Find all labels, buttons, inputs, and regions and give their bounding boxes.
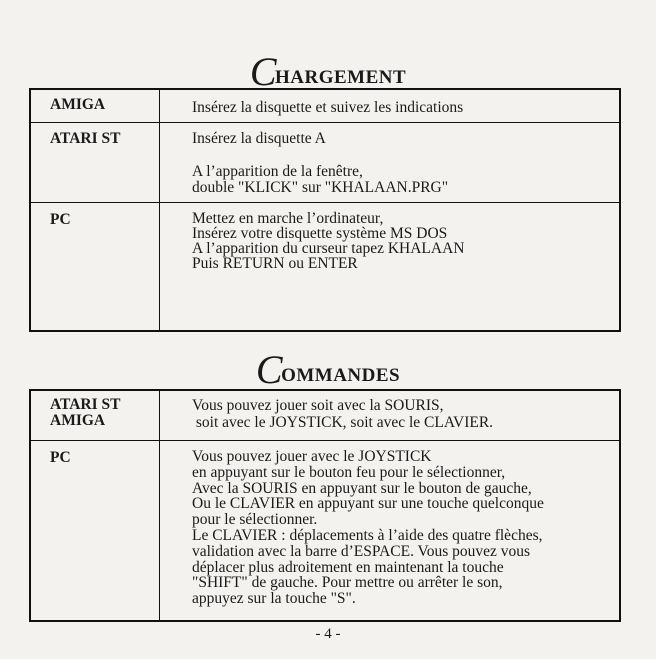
chargement-title-initial: C xyxy=(249,49,277,94)
instruction-line: Mettez en marche l’ordinateur, xyxy=(192,210,384,227)
instruction-line: A l’apparition de la fenêtre, xyxy=(192,162,363,180)
platform-label xyxy=(50,397,120,429)
platform-label xyxy=(50,211,71,228)
instruction-line: "SHIFT" de gauche. Pour mettre ou arrêter le son, xyxy=(192,574,503,592)
column-divider xyxy=(159,441,160,620)
platform-label-line: PC xyxy=(50,449,71,466)
page-number: - 4 - xyxy=(315,626,341,642)
platform-label-line: ATARI ST xyxy=(50,396,121,413)
instructions xyxy=(192,131,611,197)
column-divider xyxy=(159,203,160,330)
chargement-row-atari-st xyxy=(31,122,619,202)
column-divider xyxy=(159,123,160,202)
chargement-table xyxy=(29,88,621,332)
instruction-line: double "KLICK" sur "KHALAAN.PRG" xyxy=(192,179,449,196)
commandes-row-pc xyxy=(31,440,619,620)
instruction-line: Ou le CLAVIER en appuyant sur une touche quelconque xyxy=(192,495,544,513)
commandes-title xyxy=(0,346,656,393)
instruction-line: Le CLAVIER : déplacements à l’aide des quatre flèches, xyxy=(192,526,543,544)
commandes-title-initial: C xyxy=(255,347,284,392)
commandes-row-atari-amiga xyxy=(31,391,619,440)
platform-label xyxy=(50,449,71,466)
platform-label-line: ATARI ST xyxy=(50,130,121,147)
column-divider xyxy=(159,90,160,122)
chargement-title-rest: HARGEMENT xyxy=(275,67,407,88)
instruction-line: Vous pouvez jouer soit avec la SOURIS, xyxy=(192,397,444,414)
instruction-line: déplacer plus adroitement en maintenant la touche xyxy=(192,558,504,576)
chargement-row-amiga xyxy=(31,90,619,122)
instruction-line: Insérez la disquette et suivez les indications xyxy=(192,99,464,116)
instructions xyxy=(192,211,611,271)
instruction-line: Vous pouvez jouer avec le JOYSTICK xyxy=(192,448,432,465)
platform-label xyxy=(50,130,120,147)
platform-label-line: PC xyxy=(50,211,71,228)
instruction-line: pour le sélectionner. xyxy=(192,511,318,529)
commandes-title-rest: OMMANDES xyxy=(281,365,401,386)
platform-label-line: AMIGA xyxy=(50,412,106,429)
instructions xyxy=(192,449,615,607)
paragraph-gap xyxy=(192,148,611,164)
instruction-line: soit avec le JOYSTICK, soit avec le CLAVIER. xyxy=(192,414,494,431)
instruction-line: appuyez sur la touche "S". xyxy=(192,590,356,608)
instructions xyxy=(192,100,611,117)
instruction-line: validation avec la barre d’ESPACE. Vous pouvez vous xyxy=(192,542,531,560)
column-divider xyxy=(159,391,160,440)
instruction-line: en appuyant sur le bouton feu pour le sélectionner, xyxy=(192,463,506,481)
instruction-line: Puis RETURN ou ENTER xyxy=(192,255,358,272)
platform-label xyxy=(50,96,105,113)
instruction-line: Insérez votre disquette système MS DOS xyxy=(192,225,448,242)
chargement-row-pc xyxy=(31,202,619,330)
instruction-line: Avec la SOURIS en appuyant sur le bouton de gauche, xyxy=(192,479,532,497)
instruction-line: A l’apparition du curseur tapez KHALAAN xyxy=(192,240,465,257)
commandes-table xyxy=(29,389,621,622)
platform-label-line: AMIGA xyxy=(50,96,106,113)
instructions xyxy=(192,397,611,431)
instruction-line: Insérez la disquette A xyxy=(192,130,326,147)
